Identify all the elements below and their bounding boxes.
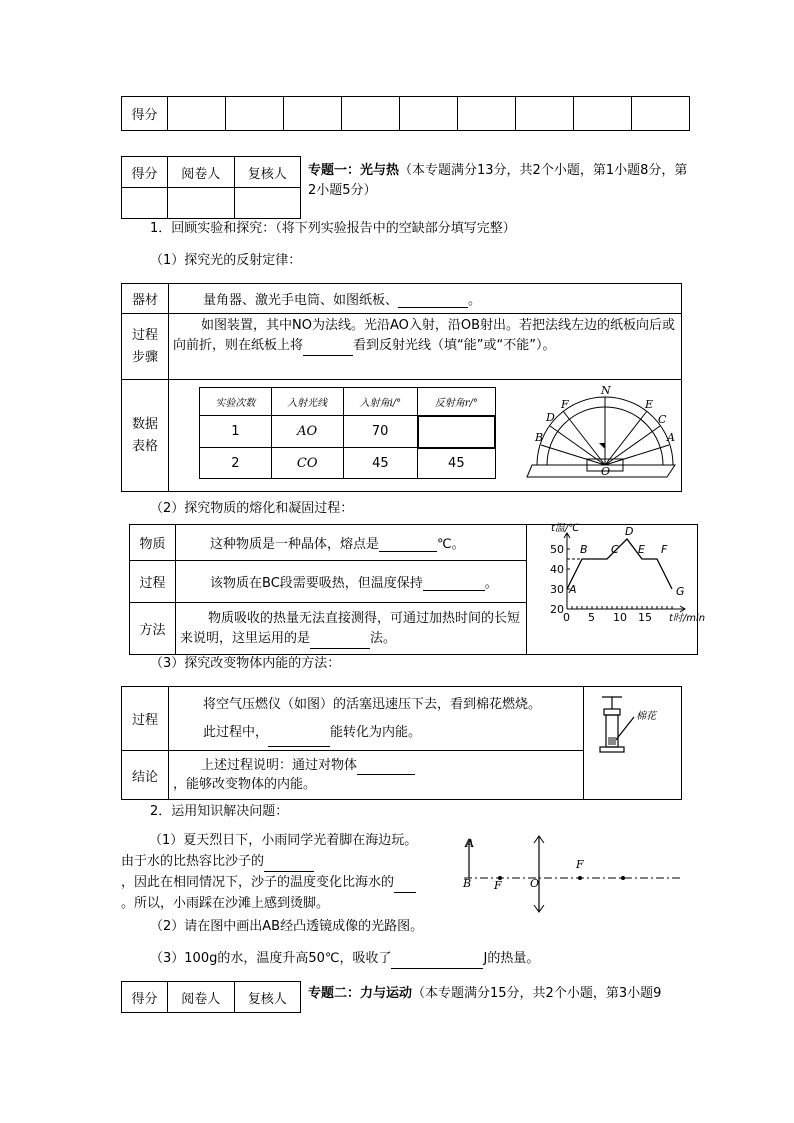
q2-part3 — [150, 949, 539, 969]
grader-reviewer-label: 阅卷人 — [168, 157, 235, 188]
score-row-table — [121, 96, 690, 131]
energy-process-line1: 将空气压燃仪（如图）的活塞迅速压下去，看到棉花燃烧。 — [203, 696, 542, 712]
lens-label-O: O — [530, 877, 540, 890]
q2-p3-text-a: （3）100g的水，温度升高50℃，吸收了 — [150, 951, 392, 966]
method-text: 物质吸收的热量无法直接测得，可通过加热时间的长短来说明，这里运用的是 — [180, 610, 521, 646]
ray-A — [605, 445, 669, 465]
procedure-text-b: 看到反射光线（填“能”或“不能”）。 — [353, 338, 556, 353]
melting-chart-cell — [527, 523, 706, 655]
q2-p1-line-c: ，因此在相同情况下，沙子的温度变化比海水的 — [121, 875, 395, 890]
cylinder-cap — [604, 709, 620, 715]
x-tick-label: 5 — [588, 611, 595, 624]
curve-point-label: G — [676, 585, 685, 598]
grader-reviewer-cell[interactable] — [168, 188, 235, 219]
score-cell[interactable] — [226, 97, 284, 131]
data-cell: CO — [271, 448, 343, 479]
fig-label-A: A — [667, 431, 675, 444]
melting-chart — [537, 523, 706, 635]
data-cell: 2 — [200, 448, 272, 479]
energy-form-blank[interactable] — [268, 732, 330, 747]
y-tick-label: 20 — [550, 603, 564, 616]
equipment-end: 。 — [468, 293, 482, 308]
grader-table-1 — [121, 156, 301, 219]
energy-conclusion-line2: ，能够改变物体的内能。 — [173, 777, 317, 792]
procedure-blank[interactable] — [303, 341, 353, 356]
protractor-marker — [599, 443, 605, 449]
q2-intro: 2．运用知识解决问题： — [150, 804, 289, 819]
fig-label-F: F — [561, 398, 569, 411]
cotton-label: 棉花 — [636, 711, 656, 722]
data-cell: AO — [271, 416, 343, 448]
method-end: 法。 — [370, 630, 397, 646]
score-cell[interactable] — [516, 97, 574, 131]
ray-E — [605, 411, 647, 465]
score-cell[interactable] — [574, 97, 632, 131]
data-table — [199, 387, 496, 479]
fig-label-E: E — [645, 398, 654, 411]
energy-conclusion-line1: 上述过程说明：通过对物体 — [201, 758, 358, 773]
heat-capacity-blank[interactable] — [264, 857, 314, 872]
score-cell[interactable] — [342, 97, 400, 131]
lens-label-F-left: F — [494, 879, 502, 892]
process-label: 过程 — [130, 561, 176, 603]
substance-text: 这种物质是一种晶体，熔点是 — [210, 537, 380, 552]
data-header: 入射角i/° — [343, 388, 418, 416]
fig-label-B: B — [535, 431, 544, 444]
grader-score-cell[interactable] — [122, 188, 168, 219]
energy-conclusion-blank[interactable] — [357, 760, 415, 775]
energy-process-line2b: 能转化为内能。 — [330, 724, 422, 740]
lens-label-F-right: F — [576, 858, 584, 871]
topic2-heading — [308, 984, 661, 1004]
fig-label-O: O — [601, 465, 611, 478]
q1-part1-title: （1）探究光的反射定律： — [150, 253, 302, 268]
grader-checker-cell[interactable] — [234, 188, 301, 219]
energy-table — [121, 686, 682, 800]
energy-conclusion-label: 结论 — [122, 751, 169, 800]
fig-label-C: C — [658, 413, 667, 426]
q2-part1 — [121, 830, 451, 914]
data-cell: 1 — [200, 416, 272, 448]
data-header: 入射光线 — [271, 388, 343, 416]
equipment-label: 器材 — [122, 284, 169, 314]
grader2-checker-label: 复核人 — [234, 982, 301, 1013]
curve-point-label: E — [638, 543, 645, 556]
x-axis-label: t时/min — [669, 613, 706, 624]
q2-p1-line-d: 。所以，小雨踩在沙滩上感到烫脚。 — [121, 896, 330, 911]
curve-point-label: C — [611, 543, 619, 556]
topic1-desc: （本专题满分13分，共2个小题，第1小题8分，第2小题5分） — [308, 163, 688, 198]
score-cell[interactable] — [284, 97, 342, 131]
process-end: 。 — [484, 576, 498, 591]
x-tick-label: 15 — [638, 611, 652, 624]
data-cell: 70 — [343, 416, 418, 448]
process-text: 该物质在BC段需要吸热，但温度保持 — [210, 576, 423, 591]
melting-point-blank[interactable] — [379, 537, 437, 552]
score-cell[interactable] — [458, 97, 516, 131]
equipment-text: 量角器、激光手电筒、如图纸板、 — [203, 293, 399, 308]
curve-point-label: F — [661, 543, 668, 556]
data-cell: 45 — [418, 448, 495, 479]
data-header: 反射角r/° — [418, 388, 495, 416]
energy-process-label: 过程 — [122, 687, 169, 751]
y-tick-label: 40 — [550, 563, 564, 576]
grader2-reviewer-label: 阅卷人 — [168, 982, 235, 1013]
score-row-label: 得分 — [122, 97, 168, 131]
double-focal-point — [621, 876, 625, 880]
y-axis-label: t温/℃ — [551, 523, 580, 534]
procedure-label-1: 过程 — [131, 327, 158, 343]
curve-point-label: A — [569, 583, 577, 596]
reflection-angle-blank[interactable] — [418, 416, 495, 448]
substance-label: 物质 — [130, 525, 176, 561]
curve-point-label: D — [625, 525, 634, 538]
protractor-figure — [527, 383, 677, 489]
x-tick-label: 0 — [563, 611, 570, 624]
lens-label-B: B — [463, 877, 472, 890]
ray-F — [563, 411, 605, 465]
fig-label-D: D — [546, 411, 555, 424]
score-cell[interactable] — [632, 97, 690, 131]
method-label: 方法 — [130, 603, 176, 655]
equipment-blank[interactable] — [398, 293, 468, 308]
score-cell[interactable] — [168, 97, 226, 131]
data-label-2: 表格 — [131, 438, 158, 454]
convex-lens-figure — [458, 835, 688, 913]
topic1-title: 专题一：光与热 — [308, 163, 400, 178]
melting-table — [129, 523, 706, 655]
focal-point-right — [578, 876, 582, 880]
procedure-text-a: 如图装置，其中NO为法线。光沿AO入射，沿OB射出。若把法线左边的纸板向后或向前折，则在纸板上将 — [173, 318, 676, 353]
x-tick-label: 10 — [613, 611, 627, 624]
q2-p3-text-b: J的热量。 — [483, 951, 540, 966]
q1-part2-title: （2）探究物质的熔化和凝固过程： — [150, 501, 354, 516]
cotton-ball — [608, 737, 616, 745]
lens-label-A: A — [466, 837, 474, 850]
air-compression-figure — [592, 691, 672, 761]
substance-end: ℃。 — [437, 537, 465, 552]
energy-process-line2a: 此过程中， — [203, 724, 269, 740]
procedure-label-2: 步骤 — [131, 349, 158, 365]
q2-p1-line-b: 由于水的比热容比沙子的 — [121, 854, 265, 869]
topic2-desc: （本专题满分15分，共2个小题，第3小题9 — [412, 986, 662, 1001]
q2-part2: （2）请在图中画出AB经凸透镜成像的光路图。 — [150, 919, 424, 934]
method-blank[interactable] — [310, 634, 370, 649]
y-tick-label: 50 — [550, 543, 564, 556]
data-cell: 45 — [343, 448, 418, 479]
topic2-title: 专题二：力与运动 — [308, 986, 413, 1001]
cylinder-base — [600, 747, 624, 752]
grader-score-label: 得分 — [122, 157, 168, 188]
reflection-table — [121, 283, 682, 492]
grader2-score-label: 得分 — [122, 982, 168, 1013]
heat-amount-blank[interactable] — [391, 954, 483, 969]
q2-p1-line-a: （1）夏天烈日下，小雨同学光着脚在海边玩。 — [149, 833, 418, 848]
ray-B — [541, 445, 605, 465]
data-header: 实验次数 — [200, 388, 272, 416]
data-label-1: 数据 — [131, 416, 158, 432]
topic1-heading — [308, 161, 688, 201]
process-blank[interactable] — [423, 576, 485, 591]
temp-change-blank[interactable] — [394, 878, 416, 893]
grader-checker-label: 复核人 — [234, 157, 301, 188]
score-cell[interactable] — [400, 97, 458, 131]
q1-intro: 1．回顾实验和探究：（将下列实验报告中的空缺部分填写完整） — [150, 221, 516, 236]
grader-table-2 — [121, 981, 301, 1013]
y-tick-label: 30 — [550, 583, 564, 596]
fig-label-N: N — [601, 384, 611, 397]
curve-point-label: B — [580, 543, 588, 556]
compression-figure-cell — [584, 687, 682, 800]
q1-part3-title: （3）探究改变物体内能的方法： — [150, 656, 341, 671]
